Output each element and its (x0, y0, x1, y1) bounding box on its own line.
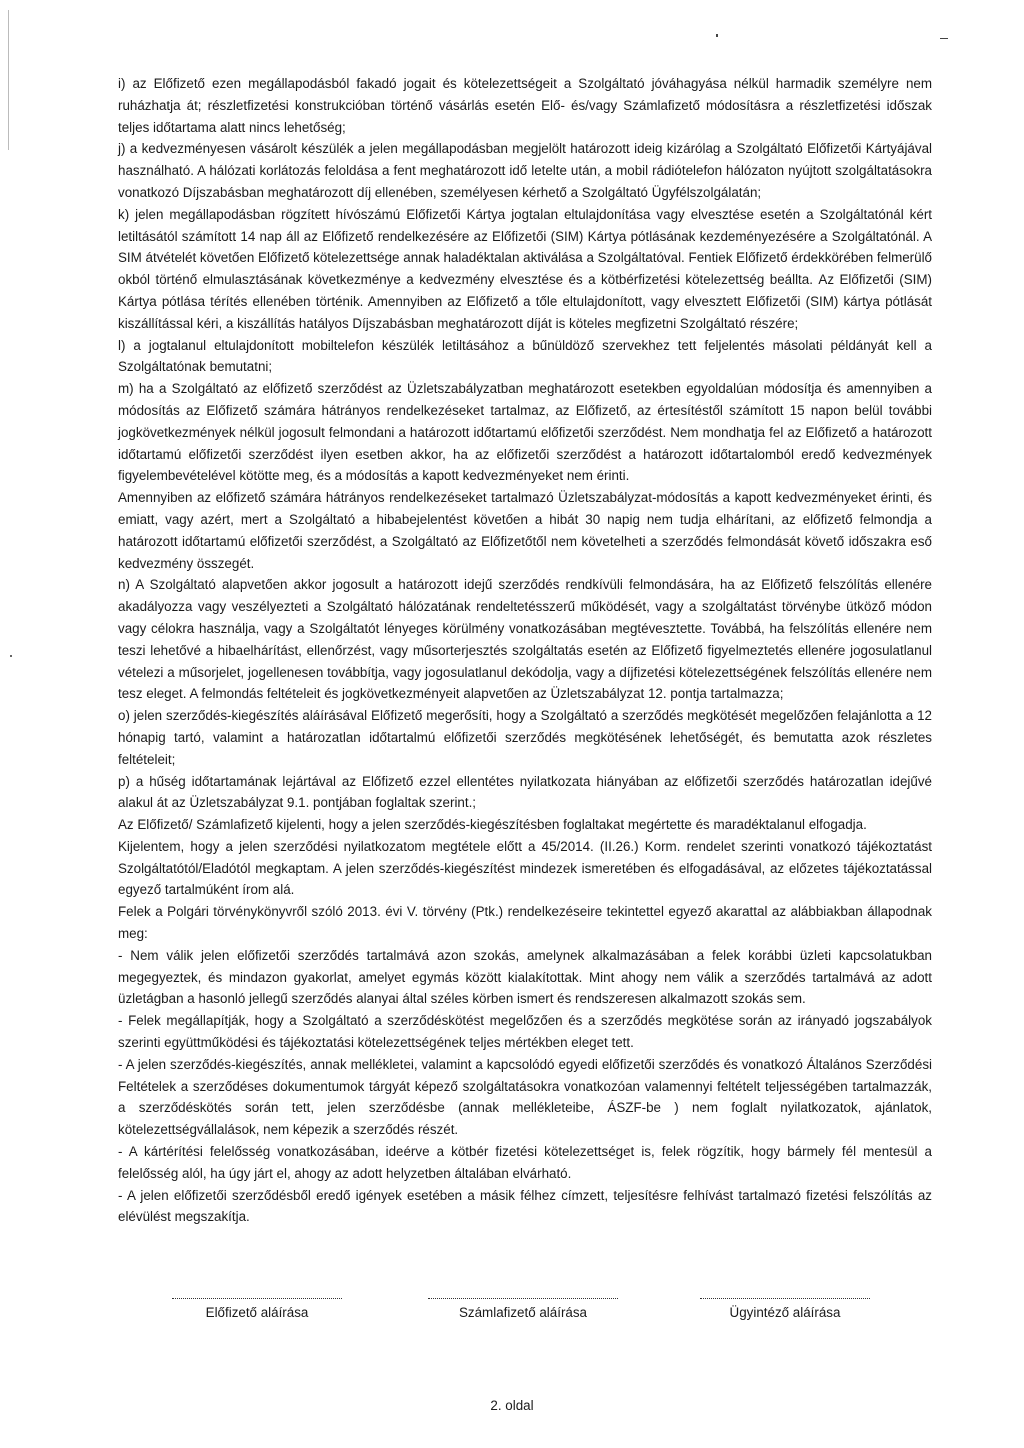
clause-m: m) ha a Szolgáltató az előfizető szerződést az Üzletszabályzatban meghatározott esetekben egyoldalúan módosítja és amennyiben a módosítás az Előfizető számára hátrányos rendelkezéseket tartalmaz, az Előfizető, az értesítéstől számított 15 napon belül további jogkövetkezmények nélkül jogosult felmondani a határozott időtartamú előfizetői szerződést. Nem mondhatja fel az Előfizető a határozott időtartamú előfizetői szerződést ilyen esetben akkor, ha az előfizetői szerződést a határozott időtartalomból eredő kedvezmények figyelembevételével kötötte meg, és a módosítás a kapott kedvezményeket nem érinti. (118, 381, 932, 484)
signature-agent (700, 1292, 870, 1320)
signature-subscriber (172, 1292, 342, 1320)
clause-k: k) jelen megállapodásban rögzített hívószámú Előfizetői Kártya jogtalan eltulajdonítása vagy elvesztése esetén a Szolgáltatónál kért letiltásától számított 14 nap áll az Előfizető rendelkezésére az Előfizetői (SIM) Kártya pótlásának kezdeményezésére a Szolgáltatónál. A SIM átvételét követően Előfizető kötelezettsége annak haladéktalan aktiválása a Szolgáltatóval. Fentiek Előfizető érdekkörében felmerülő okból történő elmulasztásának következménye a kedvezmény elvesztése és a kötbérfizetési kötelezettség beálltа. Az Előfizetői (SIM) Kártya pótlása térítés ellenében történik. Amennyiben az Előfizető a tőle eltulajdonított, vagy elvesztett Előfizetői (SIM) kártya pótlását kiszállítással kéri, a kiszállítás hatályos Díjszabásban meghatározott díját is köteles megfizetni Szolgáltató részére; (118, 206, 932, 331)
signature-payer (428, 1292, 618, 1320)
clause-l: l) a jogtalanul eltulajdonított mobiltelefon készülék letiltásához a bűnüldöző szervekhez tett feljelentés másolati példányát kell a Szolgáltatónak bemutatni; (118, 337, 932, 375)
clause-m-continued: Amennyiben az előfizető számára hátrányos rendelkezéseket tartalmazó Üzletszabályzat-módosítás a kapott kedvezményeket érinti, és emiatt, vagy azért, mert a Szolgáltató a hibabejelentést követően a hibát 30 napig nem tudja elhárítani, az előfizető felmondja a határozott időtartamú előfizetői szerződést, a Szolgáltató az Előfizetőtől nem követelheti a szerződés felmondását követő időszakra eső kedvezmény összegét. (118, 490, 932, 571)
contract-body (118, 73, 932, 1228)
ptk-bullet-cooperation: - Felek megállapítják, hogy a Szolgáltató a szerződéskötést megelőzően és a szerződés megkötése során az irányadó jogszabályok szerinti együttműködési és tájékoztatási kötelezettségének teljes mértékben eleget tett. (118, 1013, 932, 1051)
ptk-bullet-custom: - Nem válik jelen előfizetői szerződés tartalmává azon szokás, amelynek alkalmazásában a felek korábbi üzleti kapcsolatukban megegyeztek, és mindazon gyakorlat, amelyet egymás között kialakítottak. Mint ahogy nem válik a szerződés tartalmává az adott üzletágban a hasonló jellegű szerződés alanyai által széles körben ismert és rendszeresen alkalmazott szokás sem. (118, 947, 932, 1007)
scan-artifact (716, 34, 718, 37)
clause-o: o) jelen szerződés-kiegészítés aláírásával Előfizető megerősíti, hogy a Szolgáltató a szerződés megkötését megelőzően felajánlotta a 12 hónapig tartó, valamint a határozatlan időtartalmú előfizetői szerződés megkötésének lehetőségét, és bemutatta azok részletes feltételeit; (118, 708, 932, 767)
signature-label: Számlafizető aláírása (458, 1305, 587, 1320)
signature-label: Előfizető aláírása (205, 1305, 309, 1320)
signature-label: Ügyintéző aláírása (729, 1305, 841, 1320)
signature-line (700, 1292, 870, 1299)
clause-j: j) a kedvezményesen vásárolt készülék a jelen megállapodásban megjelölt határozott ideig kizárólag a Szolgáltató Előfizetői Kártyájával használható. A hálózati korlátozás feloldása a fent meghatározott idő letelte után, a mobil rádiótelefon hálózaton nyújtott szolgáltatásokra vonatkozó Díjszabásban meghatározott díj ellenében, személyesen kérhető a Szolgáltató Ügyfélszolgálatán; (118, 141, 932, 200)
scan-artifact (10, 655, 12, 657)
page-number: 2. oldal (490, 1398, 534, 1413)
ptk-bullet-liability: - A kártérítési felelősség vonatkozásában, ideérve a kötbér fizetési kötelezettséget is, felek rögzítik, hogy bármely fél mentesül a felelősség alól, ha úgy járt el, ahogy az adott helyzetben általában elvárható. (118, 1144, 932, 1181)
information-declaration: Kijelentem, hogy a jelen szerződési nyilatkozatom megtétele előtt a 45/2014. (II.26.) Korm. rendelet szerinti vonatkozó tájékoztatást Szolgáltatótól/Eladótól megkaptam. A jelen szerződés-kiegészítést mindezek ismeretében és elfogadásával, az előzetes tájékoztatással egyező tartalmúként írom alá. (118, 838, 932, 898)
scan-artifact (8, 10, 9, 150)
signature-line (172, 1292, 342, 1299)
clause-i: i) az Előfizető ezen megállapodásból fakadó jogait és kötelezettségeit a Szolgáltató jóváhagyása nélkül harmadik személyre nem ruházhatja át; részletfizetési konstrukcióban történő vásárlás esetén Elő- és/vagy Számlafizető módosításra a részletfizetési időszak teljes időtartama alatt nincs lehetőség; (118, 76, 932, 135)
signature-line (428, 1292, 618, 1299)
scan-artifact (940, 38, 948, 39)
signature-row (0, 1292, 1024, 1332)
ptk-bullet-completeness: - A jelen szerződés-kiegészítés, annak mellékletei, valamint a kapcsolódó egyedi előfizetői szerződés és vonatkozó Általános Szerződési Feltételek a szerződéses dokumentumok tárgyát képező szolgáltatásokra vonatkozóan valamennyi feltételt teljességében tartalmazzák, a szerződéskötés során tett, jelen szerződésbe (annak mellékleteibe, ÁSZF-be ) nem foglalt nyilatkozatok, ajánlatok, kötelezettségvállalások, nem képezik a szerződés részét. (118, 1056, 932, 1138)
ptk-preamble: Felek a Polgári törvénykönyvről szóló 2013. évi V. törvény (Ptk.) rendelkezéseire tekintettel egyező akarattal az alábbiakban állapodnak meg: (118, 904, 932, 942)
ptk-bullet-limitation: - A jelen előfizetői szerződésből eredő igények esetében a másik félhez címzett, teljesítésre felhívást tartalmazó fizetési felszólítás az elévülést megszakítja. (118, 1187, 932, 1225)
acceptance-statement: Az Előfizető/ Számlafizető kijelenti, hogy a jelen szerződés-kiegészítésben foglaltakat megértette és maradéktalanul elfogadja. (118, 817, 867, 833)
clause-p: p) a hűség időtartamának lejártával az Előfizető ezzel ellentétes nyilatkozata hiányában az előfizetői szerződés határozatlan idejűvé alakul át az Üzletszabályzat 9.1. pontjában foglaltak szerint.; (118, 773, 932, 811)
clause-n: n) A Szolgáltató alapvetően akkor jogosult a határozott idejű szerződés rendkívüli felmondására, ha az Előfizető felszólítás ellenére akadályozza vagy veszélyezteti a Szolgáltató hálózatának rendeltetésszerű működését, vagy a szolgáltatást törvénybe ütköző módon vagy célokra használja, vagy a Szolgáltatót lényeges körülmény vonatkozásában megtévesztette. Továbbá, ha felszólítás ellenére nem teszi lehetővé a hibaelhárítást, ellenőrzést, vagy műsorterjesztés szolgáltatás esetén az Előfizető figyelmeztetés ellenére jogosulatlanul vételezi a műsorjelet, jogellenesen továbbítja, vagy jogosulatlanul dekódolja, vagy a díjfizetési kötelezettségének felszólítás ellenére nem tesz eleget. A felmondás feltételeit és jogkövetkezményeit alapvetően az Üzletszabályzat 12. pontja tartalmazza; (118, 577, 932, 702)
